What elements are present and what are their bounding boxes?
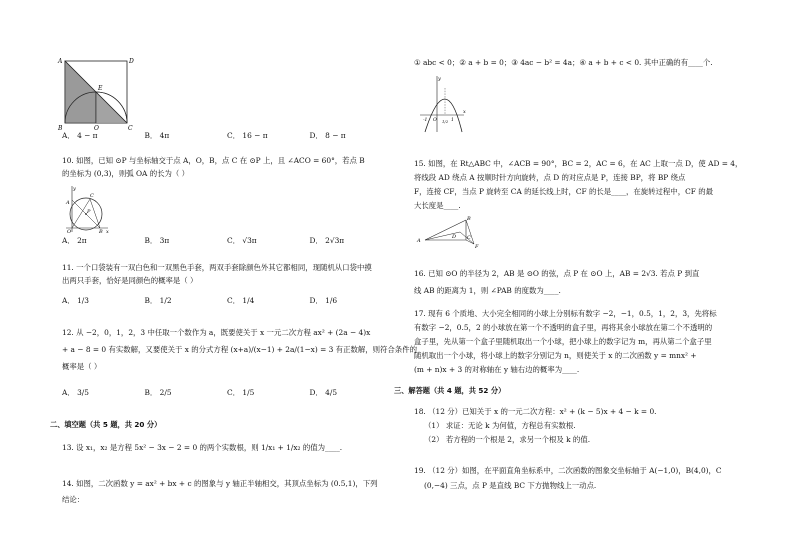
q9-option-b[interactable]: B． 4π xyxy=(144,131,170,140)
question-15 xyxy=(414,157,766,213)
q17-line-4: 随机取出一个小球，将小球上的数字分别记为 n，则使关于 x 的二次函数 y = mnx² + xyxy=(414,351,697,360)
label-c: C xyxy=(128,125,133,132)
square-semicircle-figure xyxy=(58,55,134,132)
q11-line-1: 11. 一个口袋装有一双白色和一双黑色手套，两双手套除颜色外其它都相同，现随机从口袋中摸 xyxy=(62,263,372,272)
label-neg1: -1 xyxy=(423,118,428,123)
label-o2: O xyxy=(67,229,72,235)
label-c4: C xyxy=(467,235,471,241)
q12-option-a[interactable]: A． 3/5 xyxy=(62,388,89,397)
q10-option-d[interactable]: D． 2√3π xyxy=(309,236,345,245)
q12-option-d[interactable]: D． 4/5 xyxy=(309,388,338,397)
question-11 xyxy=(62,261,392,287)
q18-line-1: 18. （12 分）已知关于 x 的一元二次方程：x² + (k − 5)x + 4 − k = 0. xyxy=(414,407,657,416)
label-b: B xyxy=(58,125,63,132)
q10-options xyxy=(62,234,392,247)
q12-line-2: + a − 8 = 0 有实数解，又要使关于 x 的分式方程 (x+a)/(x−1) + 2a/(1−x) = 3 有正数解，则符合条件的 xyxy=(62,345,417,354)
q9-option-c[interactable]: C． 16 − π xyxy=(227,131,268,140)
label-c2: C xyxy=(90,193,94,199)
q12-option-c[interactable]: C． 1/5 xyxy=(227,388,255,397)
q9-option-a[interactable]: A． 4 − π xyxy=(62,131,98,140)
q15-line-2: 将线段 AD 绕点 A 按顺时针方向旋转，点 D 的对应点是 P，连接 BP，将 BP 绕点 xyxy=(414,173,686,182)
q18-part-1: （1） 求证：无论 k 为何值，方程总有实数根. xyxy=(424,421,576,430)
question-18 xyxy=(414,405,766,447)
q10-option-a[interactable]: A． 2π xyxy=(62,236,87,245)
label-y3: y xyxy=(438,76,441,82)
label-a2: A xyxy=(66,200,70,206)
label-a: A xyxy=(58,58,63,65)
q11-option-a[interactable]: A． 1/3 xyxy=(62,296,89,305)
label-x: x xyxy=(106,229,109,235)
label-p: P xyxy=(87,209,91,215)
q10-option-b[interactable]: B． 3π xyxy=(144,236,170,245)
q15-line-3: F，连接 CF，当点 P 旋转至 CA 的延长线上时，CF 的长是____，在旋转过程中，CF 的最 xyxy=(414,187,713,196)
triangle-figure xyxy=(417,214,484,250)
q11-option-c[interactable]: C． 1/4 xyxy=(227,296,255,305)
q17-line-5: (m + n)x + 3 的对称轴在 y 轴右边的概率为____. xyxy=(414,365,580,374)
q17-line-2: 有数字 −2，0.5，2 的小球放在第一个不透明的盒子里，再将其余小球放在第二个不透明的 xyxy=(414,323,713,332)
q15-line-1: 15. 如图，在 Rt△ABC 中，∠ACB = 90°，BC = 2，AC = 6，在 AC 上取一点 D，使 AD = 4， xyxy=(414,159,743,168)
label-b2: B xyxy=(99,229,103,235)
q11-option-d[interactable]: D． 1/6 xyxy=(309,296,338,305)
label-o: O xyxy=(94,125,99,132)
label-d4: D xyxy=(452,234,457,240)
label-d: D xyxy=(129,58,134,65)
label-o3: O xyxy=(433,118,437,123)
question-19 xyxy=(414,463,766,493)
q19-line-2: (0,−4) 三点，点 P 是直线 BC 下方抛物线上一动点. xyxy=(424,481,597,490)
q17-line-1: 17. 现有 6 个质地、大小完全相同的小球上分别标有数字 −2，−1，0.5，1，2，3，先将标 xyxy=(414,309,717,318)
q9-options xyxy=(62,129,392,142)
q15-line-4: 大长度是____. xyxy=(414,201,461,210)
q16-line-1: 16. 已知 ⊙O 的半径为 2，AB 是 ⊙O 的弦，点 P 在 ⊙O 上，AB = 2√3. 若点 P 到直 xyxy=(414,269,700,278)
question-13: 13. 设 x₁，x₂ 是方程 5x² − 3x − 2 = 0 的两个实数根，则 1/x₁ + 1/x₂ 的值为____. xyxy=(62,443,343,452)
q11-options xyxy=(62,294,392,307)
parabola-figure xyxy=(418,74,466,134)
q14-line-1: 14. 如图，二次函数 y = ax² + bx + c 的图象与 y 轴正半轴相交，其顶点坐标为 (0.5,1)，下列 xyxy=(62,479,378,488)
label-e: E xyxy=(98,85,103,92)
q14-line-2: 结论： xyxy=(62,495,85,504)
q11-line-2: 出两只手套，恰好是同颜色的概率是（ ） xyxy=(62,276,198,285)
label-a4: A xyxy=(417,238,421,244)
q12-option-b[interactable]: B． 2/5 xyxy=(144,388,172,397)
q14-conclusions: ① abc < 0；② a + b = 0；③ 4ac − b² = 4a；④ a + b + c < 0. 其中正确的有____个. xyxy=(414,58,713,67)
label-half: 1/2 xyxy=(442,119,449,124)
label-x3: x xyxy=(463,109,466,115)
q10-line-1: 10. 如图，已知 ⊙P 与坐标轴交于点 A，O，B，点 C 在 ⊙P 上，且 ∠ACO = 60°，若点 B xyxy=(62,156,365,165)
question-14 xyxy=(62,476,392,508)
section-fill-in-heading: 二、填空题（共 5 题，共 20 分） xyxy=(50,420,162,429)
circle-axes-figure xyxy=(62,184,110,234)
question-10 xyxy=(62,154,392,180)
q9-option-d[interactable]: D． 8 − π xyxy=(309,131,346,140)
label-y: y xyxy=(73,186,76,192)
q11-option-b[interactable]: B． 1/2 xyxy=(144,296,172,305)
label-one: 1 xyxy=(451,118,454,123)
question-17 xyxy=(414,307,766,377)
label-b4: B xyxy=(467,216,471,222)
q12-options xyxy=(62,386,392,399)
q12-line-1: 12. 从 −2，0，1，2，3 中任取一个数作为 a，既要使关于 x 一元二次方程 ax² + (2a − 4)x xyxy=(62,328,371,337)
q12-line-3: 概率是（ ） xyxy=(62,362,102,371)
question-12 xyxy=(62,324,417,375)
q16-line-2: 线 AB 的距离为 1，则 ∠PAB 的度数为____. xyxy=(414,286,561,295)
section-answer-heading: 三、解答题（共 4 题，共 52 分） xyxy=(394,386,506,395)
q10-line-2: 的坐标为 (0,3)，则弧 OA 的长为（ ） xyxy=(62,169,190,178)
q18-part-2: （2） 若方程的一个根是 2，求另一个根及 k 的值. xyxy=(424,435,591,444)
q19-line-1: 19. （12 分）如图，在平面直角坐标系中，二次函数的图象交坐标轴于 A(−1,0)，B(4,0)，C xyxy=(414,466,722,475)
q17-line-3: 盒子里，先从第一个盒子里随机取出一个小球，把小球上的数字记为 m，再从第二个盒子里 xyxy=(414,337,712,346)
question-16 xyxy=(414,265,766,299)
q10-option-c[interactable]: C． √3π xyxy=(227,236,257,245)
label-f4: F xyxy=(475,244,479,250)
